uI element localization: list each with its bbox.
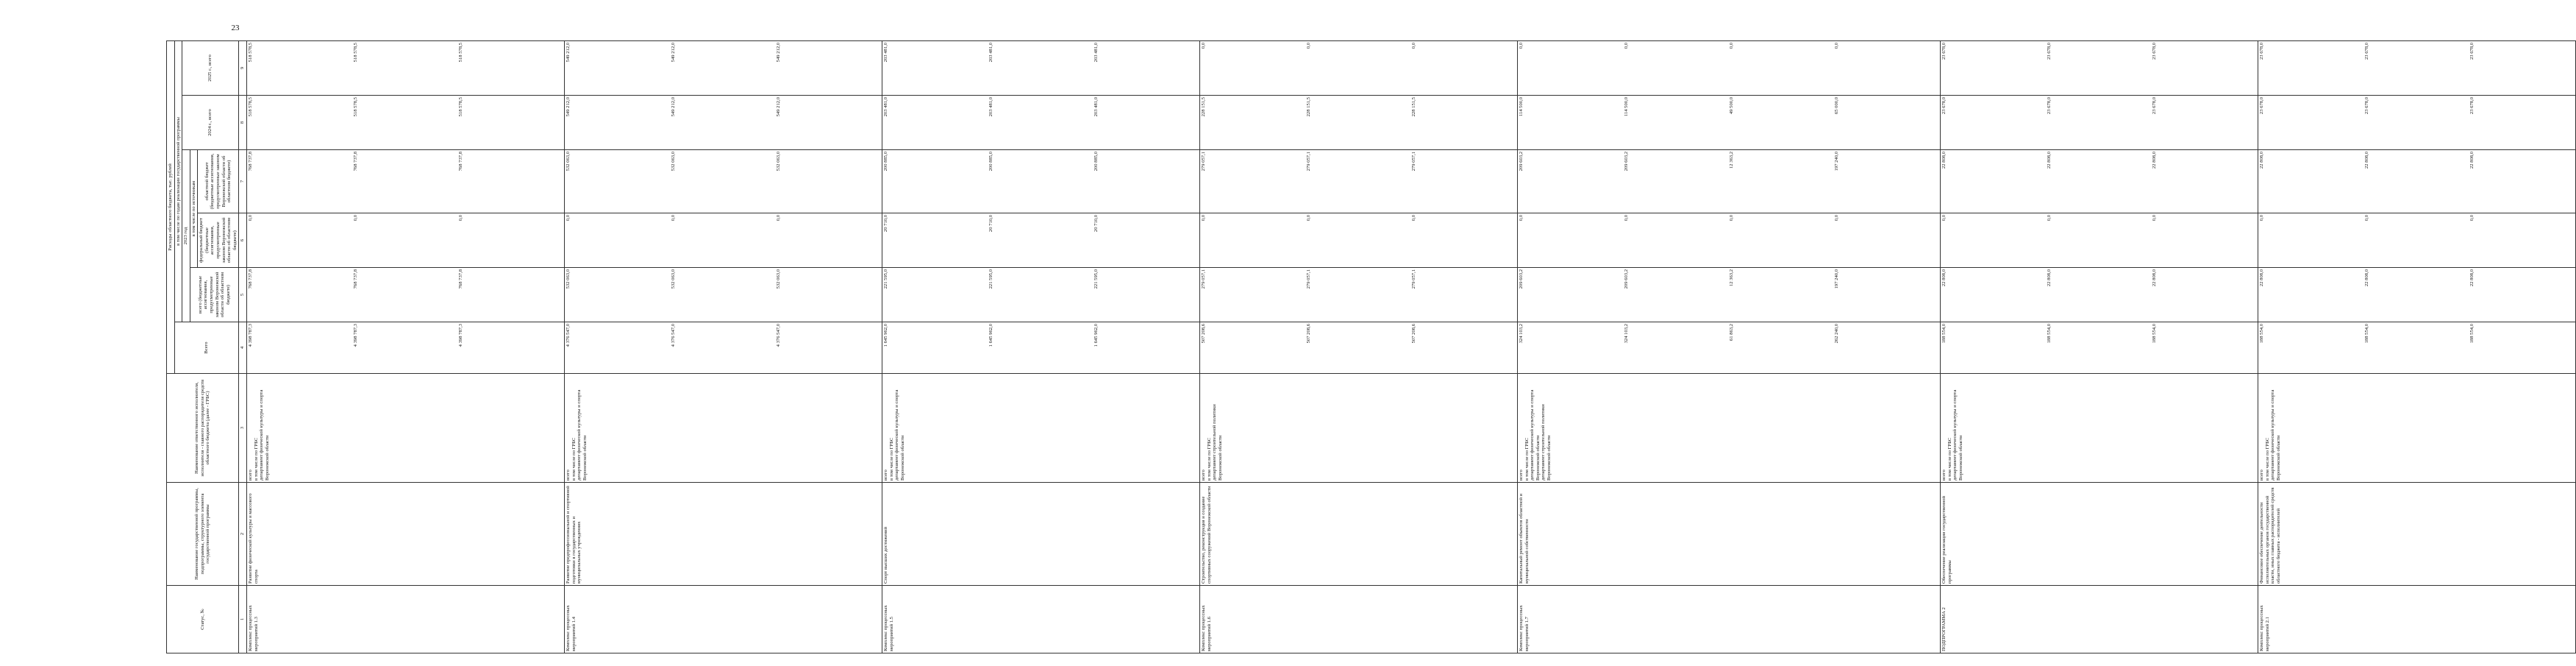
cell-exec: в том числе по ГРБС	[1524, 437, 1530, 481]
cell-y25: 203 481,0	[882, 42, 888, 63]
cell-all: 221 595,0	[988, 269, 993, 289]
cell-all: 532 063,0	[775, 269, 781, 289]
cell-y25: 518 578,5	[352, 42, 358, 63]
cell-y24: 549 212,0	[775, 97, 781, 117]
budget-table-rotated	[166, 41, 2475, 653]
cell-all: 22 808,0	[2151, 269, 2157, 287]
cell-total: 188 554,0	[2046, 324, 2052, 344]
cell-fed: 0,0	[1200, 215, 1206, 222]
cell-total: 324 103,2	[1623, 324, 1629, 344]
cell-all: 532 063,0	[670, 269, 676, 289]
cell-reg: 532 063,0	[565, 152, 571, 171]
cell-all: 22 808,0	[2258, 269, 2264, 287]
row-status: Комплекс процессных мероприятий 2.1	[2258, 586, 2575, 653]
cell-total: 324 103,2	[1518, 324, 1524, 344]
header-federal: федеральный бюджет (бюджетные ассигнования, предусмотренные законом Воронежской области об областном бюджете)	[198, 213, 239, 268]
cell-total: 4 398 787,3	[247, 324, 253, 347]
row-status: Комплекс процессных мероприятий 1.5	[882, 586, 1199, 653]
row-status: Комплекс процессных мероприятий 1.6	[1199, 586, 1517, 653]
cell-total: 507 208,6	[1200, 324, 1206, 344]
table-row	[564, 40, 882, 653]
cell-reg: 209 603,2	[1518, 152, 1524, 171]
cell-y25: 23 678,0	[1941, 42, 1947, 60]
cell-reg: 22 808,0	[2046, 152, 2052, 169]
row-col-fed	[882, 213, 1199, 268]
row-col-y25	[2258, 40, 2575, 95]
cell-y24: 203 481,0	[882, 97, 888, 117]
header-num-4: 4	[239, 322, 247, 374]
cell-total: 4 376 547,0	[775, 324, 781, 347]
cell-total: 4 398 787,3	[457, 324, 463, 347]
cell-all: 221 595,0	[882, 269, 888, 289]
cell-all: 532 063,0	[565, 269, 571, 289]
row-col-total	[882, 322, 1199, 374]
row-col-y25	[882, 40, 1199, 95]
cell-reg: 200 885,0	[882, 152, 888, 171]
cell-reg: 279 057,1	[1305, 152, 1311, 171]
cell-all: 768 737,8	[247, 269, 253, 289]
cell-reg: 200 885,0	[988, 152, 993, 171]
cell-fed: 0,0	[247, 215, 253, 222]
cell-y25: 549 212,0	[775, 42, 781, 63]
row-col-all	[1517, 268, 1940, 322]
cell-y25: 518 578,5	[247, 42, 253, 63]
cell-reg: 279 057,1	[1200, 152, 1206, 171]
cell-total: 4 376 547,0	[670, 324, 676, 347]
cell-all: 209 603,2	[1623, 269, 1629, 289]
header-year-2023: 2023 год	[182, 150, 190, 322]
cell-fed: 0,0	[1410, 215, 1416, 222]
row-col-exec	[1517, 374, 1940, 483]
row-col-exec	[1940, 374, 2258, 483]
row-name: Финансовое обеспечение деятельности исполнительных органов государственной власти, иных главных распорядителей средств областного бюджета - исполнителей	[2258, 483, 2575, 586]
cell-exec: департамент строительной политики Воронежской области	[1212, 404, 1223, 481]
row-col-fed	[246, 213, 564, 268]
cell-y25: 23 678,0	[2363, 42, 2369, 60]
header-num-3: 3	[239, 374, 247, 483]
cell-exec: в том числе по ГРБС	[1947, 437, 1952, 481]
cell-reg: 12 363,2	[1728, 152, 1734, 169]
row-col-total	[2258, 322, 2575, 374]
cell-fed: 0,0	[2151, 215, 2157, 222]
row-col-reg	[1199, 150, 1517, 213]
cell-y24: 203 481,0	[1093, 97, 1099, 117]
cell-y24: 114 500,0	[1518, 97, 1524, 117]
header-num-6: 6	[239, 213, 247, 268]
row-col-all	[564, 268, 882, 322]
cell-y24: 518 578,5	[457, 97, 463, 117]
cell-exec: в том числе по ГРБС	[888, 437, 894, 481]
row-status: ПОДПРОГРАММА 2	[1940, 586, 2258, 653]
cell-total: 61 863,2	[1728, 324, 1734, 341]
header-total: Всего	[174, 322, 239, 374]
cell-fed: 0,0	[1833, 215, 1839, 222]
cell-exec: всего	[247, 470, 253, 481]
cell-all: 768 737,8	[352, 269, 358, 289]
cell-exec: всего	[882, 470, 888, 481]
cell-all: 209 603,2	[1518, 269, 1524, 289]
row-col-all	[2258, 268, 2575, 322]
table-row	[2258, 40, 2575, 653]
cell-y24: 23 678,0	[2258, 97, 2264, 115]
header-status: Статус, №	[167, 586, 239, 653]
row-col-fed	[2258, 213, 2575, 268]
header-expenses: Расходы областного бюджета, тыс. рублей	[167, 40, 175, 373]
row-status: Комплекс процессных мероприятий 1.4	[564, 586, 882, 653]
row-col-total	[1199, 322, 1517, 374]
row-col-y24	[1940, 96, 2258, 150]
cell-y25: 203 481,0	[988, 42, 993, 63]
cell-all: 197 240,0	[1833, 269, 1839, 289]
cell-all: 22 808,0	[2469, 269, 2475, 287]
row-col-total	[246, 322, 564, 374]
cell-fed: 0,0	[2046, 215, 2052, 222]
header-2025: 2025 г., всего	[182, 40, 239, 95]
cell-exec: всего	[565, 470, 571, 481]
row-col-fed	[564, 213, 882, 268]
cell-reg: 197 240,0	[1833, 152, 1839, 171]
cell-y24: 23 678,0	[2363, 97, 2369, 115]
cell-exec: департамент строительной политики Воронежской области	[1541, 404, 1552, 481]
row-col-y24	[564, 96, 882, 150]
budget-table	[166, 40, 2576, 653]
header-num-7: 7	[239, 150, 247, 213]
table-row	[246, 40, 564, 653]
cell-all: 22 808,0	[2363, 269, 2369, 287]
cell-y25: 0,0	[1410, 42, 1416, 49]
cell-fed: 0,0	[1623, 215, 1629, 222]
row-col-y24	[246, 96, 564, 150]
header-num-9: 9	[239, 40, 247, 95]
header-2024: 2024 г., всего	[182, 96, 239, 150]
row-col-reg	[2258, 150, 2575, 213]
cell-exec: департамент физической культуры и спорта Воронежской области	[577, 389, 588, 481]
cell-exec: департамент физической культуры и спорта Воронежской области	[2270, 389, 2281, 481]
row-col-y25	[564, 40, 882, 95]
row-col-exec	[246, 374, 564, 483]
row-col-all	[1940, 268, 2258, 322]
row-col-all	[1199, 268, 1517, 322]
cell-y25: 0,0	[1518, 42, 1524, 49]
cell-fed: 20 710,0	[882, 215, 888, 233]
cell-reg: 768 737,8	[247, 152, 253, 171]
cell-exec: в том числе по ГРБС	[571, 437, 577, 481]
header-incl-sources: в том числе по источникам	[190, 150, 198, 268]
cell-y24: 518 578,5	[247, 97, 253, 117]
cell-reg: 200 885,0	[1093, 152, 1099, 171]
row-col-y24	[882, 96, 1199, 150]
cell-reg: 22 808,0	[2151, 152, 2157, 169]
row-col-y24	[1517, 96, 1940, 150]
row-name: Строительство, реконструкция и создание спортивных сооружений Воронежской области	[1199, 483, 1517, 586]
cell-y25: 549 212,0	[670, 42, 676, 63]
cell-reg: 209 603,2	[1623, 152, 1629, 171]
row-name: Развитие предпрофессиональной и спортивной подготовки в государственных и муниципальных учреждениях	[564, 483, 882, 586]
cell-fed: 0,0	[670, 215, 676, 222]
cell-y24: 23 678,0	[1941, 97, 1947, 115]
row-col-all	[246, 268, 564, 322]
cell-y25: 0,0	[1833, 42, 1839, 49]
cell-total: 188 554,0	[2258, 324, 2264, 344]
cell-y24: 228 151,5	[1305, 97, 1311, 117]
row-col-fed	[1199, 213, 1517, 268]
table-row	[882, 40, 1199, 653]
cell-exec: в том числе по ГРБС	[253, 437, 259, 481]
table-body	[246, 40, 2575, 653]
header-num-5: 5	[239, 268, 247, 322]
row-col-y25	[1940, 40, 2258, 95]
cell-y25: 0,0	[1728, 42, 1734, 49]
header-num-8: 8	[239, 96, 247, 150]
cell-exec: департамент физической культуры и спорта Воронежской области	[259, 389, 270, 481]
cell-fed: 20 710,0	[988, 215, 993, 233]
cell-fed: 0,0	[775, 215, 781, 222]
cell-total: 507 208,6	[1305, 324, 1311, 344]
row-status: Комплекс процессных мероприятий 1.3	[246, 586, 564, 653]
cell-all: 768 737,8	[457, 269, 463, 289]
cell-exec: департамент физической культуры и спорта Воронежской области	[894, 389, 905, 481]
page-number: 23	[231, 24, 240, 32]
cell-total: 188 554,0	[2363, 324, 2369, 344]
cell-all: 279 057,1	[1410, 269, 1416, 289]
cell-total: 1 645 962,0	[988, 324, 993, 347]
cell-fed: 0,0	[1728, 215, 1734, 222]
cell-fed: 0,0	[1518, 215, 1524, 222]
cell-reg: 22 808,0	[2469, 152, 2475, 169]
cell-fed: 0,0	[457, 215, 463, 222]
row-col-reg	[882, 150, 1199, 213]
row-col-fed	[1517, 213, 1940, 268]
row-col-exec	[1199, 374, 1517, 483]
header-by-years: в том числе по годам реализации государственной программы	[174, 40, 182, 322]
header-num-2: 2	[239, 483, 247, 586]
cell-all: 221 595,0	[1093, 269, 1099, 289]
cell-y25: 518 578,5	[457, 42, 463, 63]
cell-y24: 518 578,5	[352, 97, 358, 117]
cell-y24: 23 678,0	[2469, 97, 2475, 115]
row-col-y25	[246, 40, 564, 95]
cell-y25: 23 678,0	[2258, 42, 2264, 60]
cell-exec: в том числе по ГРБС	[1206, 437, 1212, 481]
row-col-total	[564, 322, 882, 374]
cell-y24: 23 678,0	[2151, 97, 2157, 115]
row-name: Спорт высших достижений	[882, 483, 1199, 586]
cell-reg: 768 737,8	[352, 152, 358, 171]
header-program-name: Наименование государственной программы, подпрограммы, структурного элемента государственной программы	[167, 483, 239, 586]
cell-all: 22 808,0	[2046, 269, 2052, 287]
cell-exec: всего	[1518, 470, 1524, 481]
cell-y25: 23 678,0	[2046, 42, 2052, 60]
row-col-fed	[1940, 213, 2258, 268]
row-status: Комплекс процессных мероприятий 1.7	[1517, 586, 1940, 653]
cell-y24: 23 678,0	[2046, 97, 2052, 115]
row-name: Обеспечение реализации государственной программы	[1940, 483, 2258, 586]
cell-total: 1 645 962,0	[1093, 324, 1099, 347]
cell-total: 188 554,0	[2469, 324, 2475, 344]
cell-total: 4 376 547,0	[565, 324, 571, 347]
row-col-y25	[1517, 40, 1940, 95]
header-executor: Наименование ответственного исполнителя, исполнителя - главного распорядителя средств областного бюджета (далее - ГРБС)	[167, 374, 239, 483]
cell-all: 22 808,0	[1941, 269, 1947, 287]
header-num-1: 1	[239, 586, 247, 653]
row-col-total	[1517, 322, 1940, 374]
row-col-reg	[246, 150, 564, 213]
cell-reg: 768 737,8	[457, 152, 463, 171]
cell-fed: 0,0	[1305, 215, 1311, 222]
table-row	[1517, 40, 1940, 653]
cell-exec: департамент физической культуры и спорта Воронежской области	[1952, 389, 1963, 481]
cell-y24: 49 500,0	[1728, 97, 1734, 115]
row-col-y24	[1199, 96, 1517, 150]
cell-fed: 0,0	[565, 215, 571, 222]
cell-all: 279 057,1	[1305, 269, 1311, 289]
cell-y25: 549 212,0	[565, 42, 571, 63]
cell-fed: 0,0	[2469, 215, 2475, 222]
cell-y25: 23 678,0	[2151, 42, 2157, 60]
cell-y25: 23 678,0	[2469, 42, 2475, 60]
row-col-exec	[2258, 374, 2575, 483]
row-col-reg	[1940, 150, 2258, 213]
row-col-all	[882, 268, 1199, 322]
row-col-exec	[882, 374, 1199, 483]
header-all-budget: всего (бюджетные ассигнования, предусмотренные законом Воронежской области об областном бюджете)	[190, 268, 239, 322]
cell-y24: 549 212,0	[565, 97, 571, 117]
cell-y24: 114 500,0	[1623, 97, 1629, 117]
cell-y24: 549 212,0	[670, 97, 676, 117]
cell-y24: 228 151,5	[1200, 97, 1206, 117]
cell-fed: 0,0	[2363, 215, 2369, 222]
row-col-reg	[1517, 150, 1940, 213]
row-col-total	[1940, 322, 2258, 374]
cell-y25: 0,0	[1623, 42, 1629, 49]
cell-reg: 532 063,0	[775, 152, 781, 171]
cell-reg: 22 808,0	[1941, 152, 1947, 169]
cell-total: 188 554,0	[2151, 324, 2157, 344]
cell-fed: 0,0	[2258, 215, 2264, 222]
row-col-y24	[2258, 96, 2575, 150]
cell-exec: всего	[1941, 470, 1947, 481]
cell-reg: 532 063,0	[670, 152, 676, 171]
cell-fed: 20 710,0	[1093, 215, 1099, 233]
cell-exec: департамент физической культуры и спорта Воронежской области	[1530, 389, 1541, 481]
row-col-y25	[1199, 40, 1517, 95]
cell-reg: 22 808,0	[2363, 152, 2369, 169]
cell-reg: 22 808,0	[2258, 152, 2264, 169]
header-regional: областной бюджет (бюджетные ассигнования, предусмотренные законом Воронежской области об областном бюджете)	[198, 150, 239, 213]
cell-y25: 203 481,0	[1093, 42, 1099, 63]
row-name: Капитальный ремонт объектов областной и муниципальной собственности	[1517, 483, 1940, 586]
table-row	[1199, 40, 1517, 653]
cell-total: 262 240,0	[1833, 324, 1839, 344]
cell-fed: 0,0	[1941, 215, 1947, 222]
cell-y24: 228 151,5	[1410, 97, 1416, 117]
cell-fed: 0,0	[352, 215, 358, 222]
cell-total: 1 645 962,0	[882, 324, 888, 347]
table-row	[1940, 40, 2258, 653]
cell-y25: 0,0	[1305, 42, 1311, 49]
cell-y24: 65 000,0	[1833, 97, 1839, 115]
row-name: Развитие физической культуры и массового спорта	[246, 483, 564, 586]
cell-all: 12 363,2	[1728, 269, 1734, 287]
row-col-reg	[564, 150, 882, 213]
cell-y24: 203 481,0	[988, 97, 993, 117]
cell-exec: в том числе по ГРБС	[2264, 437, 2270, 481]
row-col-exec	[564, 374, 882, 483]
cell-exec: всего	[1200, 470, 1206, 481]
cell-exec: всего	[2258, 470, 2264, 481]
cell-total: 188 554,0	[1941, 324, 1947, 344]
cell-y25: 0,0	[1200, 42, 1206, 49]
cell-all: 279 057,1	[1200, 269, 1206, 289]
cell-total: 507 208,6	[1410, 324, 1416, 344]
cell-total: 4 398 787,3	[352, 324, 358, 347]
cell-reg: 279 057,1	[1410, 152, 1416, 171]
